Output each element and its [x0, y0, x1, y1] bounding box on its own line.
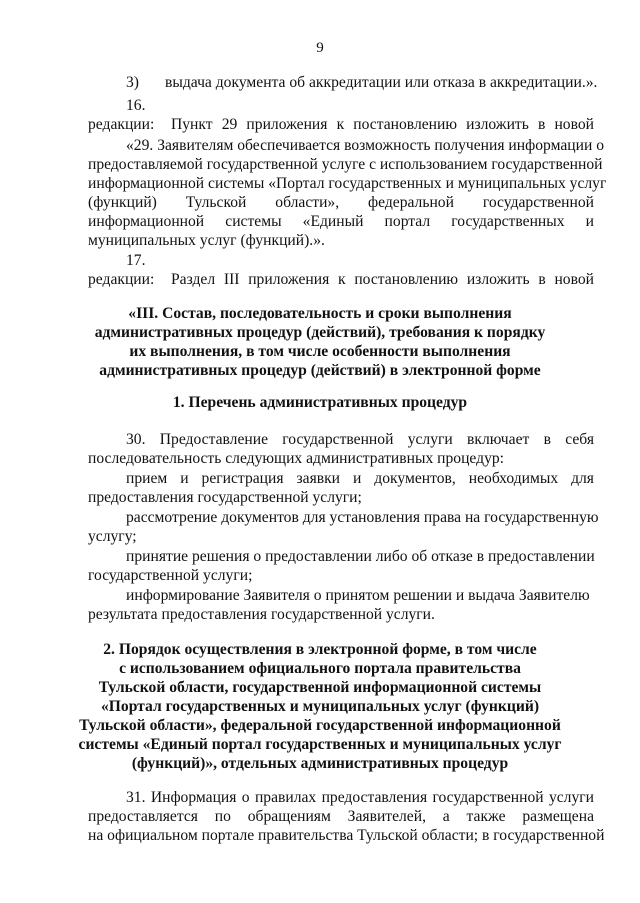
item-16-text: Пункт 29 приложения к постановлению изложить в новой: [171, 116, 594, 133]
p30-line: прием и регистрация заявки и документов, необходимых для: [126, 470, 594, 487]
p30-line: принятие решения о предоставлении либо об отказе в предоставлении: [126, 548, 595, 565]
p30-line: рассмотрение документов для установления права на государственную: [126, 509, 599, 526]
p31-line: предоставляется по обращениям Заявителей, а также размещена: [88, 808, 594, 825]
item-16-number: 16.: [126, 97, 146, 114]
p31-line: на официальном портале правительства Тульской области; в государственной: [88, 827, 605, 844]
p29-line: «29. Заявителям обеспечивается возможность получения информации о: [126, 137, 604, 154]
section-heading-line: административных процедур (действий) в электронной форме: [99, 362, 541, 379]
subheading-2-line: Тульской области», федеральной государственной информационной: [79, 717, 561, 734]
p29-line: муниципальных услуг (функций).».: [88, 232, 325, 249]
section-heading-line: их выполнения, в том числе особенности выполнения: [129, 343, 511, 360]
p30-line: 30. Предоставление государственной услуги включает в себя: [126, 431, 594, 448]
item-17-number: 17.: [126, 252, 146, 269]
item-17-continuation: редакции:: [88, 271, 155, 288]
item-16-continuation: редакции:: [88, 116, 155, 133]
item-17-text: Раздел III приложения к постановлению изложить в новой: [171, 271, 594, 288]
subheading-1: 1. Перечень административных процедур: [172, 394, 468, 411]
item-3-number: 3): [126, 74, 139, 91]
subheading-2-line: Тульской области, государственной информационной системы: [98, 679, 542, 696]
p30-line: предоставления государственной услуги;: [88, 489, 362, 506]
page-number: 9: [316, 40, 324, 56]
p30-line: услугу;: [88, 528, 137, 545]
subheading-2-line: 2. Порядок осуществления в электронной форме, в том числе: [103, 641, 537, 658]
section-heading-line: «III. Состав, последовательность и сроки выполнения: [128, 305, 512, 322]
p29-line: информационной системы «Портал государственных и муниципальных услуг: [88, 175, 607, 192]
subheading-2-line: (функций)», отдельных административных процедур: [131, 755, 509, 772]
item-17: [126, 251, 594, 288]
p31-line: 31. Информация о правилах предоставления государственной услуги: [126, 789, 594, 806]
item-16: [126, 96, 594, 133]
item-3-text: выдача документа об аккредитации или отказа в аккредитации.».: [165, 74, 598, 91]
p29-line: (функций) Тульской области», федеральной государственной: [88, 194, 594, 211]
section-heading-line: административных процедур (действий), требования к порядку: [94, 324, 546, 341]
p30-line: государственной услуги;: [88, 567, 253, 584]
p30-line: результата предоставления государственной услуги.: [88, 606, 435, 623]
subheading-2-line: «Портал государственных и муниципальных услуг (функций): [100, 698, 540, 715]
p29-line: информационной системы «Единый портал государственных и: [88, 213, 594, 230]
p29-line: предоставляемой государственной услуге с использованием государственной: [88, 156, 603, 173]
item-3: [126, 73, 598, 92]
subheading-2-line: с использованием официального портала правительства: [119, 660, 521, 677]
subheading-2-line: системы «Единый портал государственных и муниципальных услуг: [78, 736, 562, 753]
p30-line: информирование Заявителя о принятом решении и выдача Заявителю: [126, 587, 590, 604]
p30-line: последовательность следующих административных процедур:: [88, 450, 505, 467]
